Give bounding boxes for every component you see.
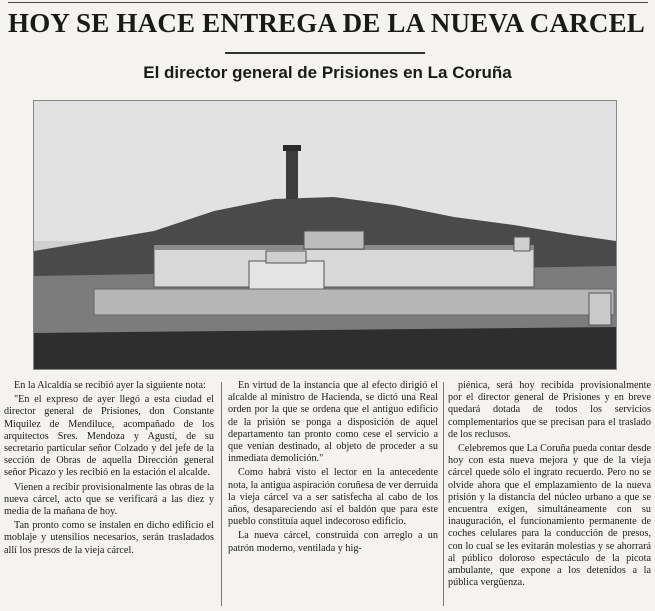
headline: HOY SE HACE ENTREGA DE LA NUEVA CARCEL: [8, 8, 645, 38]
column-paragraph: En virtud de la instancia que al efecto dirigió el alcalde al ministro de Hacienda, se dictó una Real orden por la que se ordena que el antiguo edificio de la prisión se ponga a disposición de aquel departamento tan pronto como cese el servicio a que venían destinado, al objeto de proceder a su inmediata demolición.": [228, 380, 438, 465]
column-paragraph: La nueva cárcel, construida con arreglo a un patrón moderno, ventilada y hig-: [228, 530, 438, 554]
prison-photo-illustration: [34, 101, 616, 369]
column-1: [4, 380, 214, 608]
column-paragraph: "En el expreso de ayer llegó a esta ciudad el director general de Prisiones, don Constante Miquilez de Mendiluce, acompañado de los arquitectos Sres. Mendoza y Agustí, de su secretario particular señor Colzado y del jefe de la sección de Obras de aquella Dirección general señor Picazo y les recibió en la estación el alcalde.: [4, 394, 214, 479]
column-paragraph: Como habrá visto el lector en la antecedente nota, la antigua aspiración coruñesa de ver derruida la vieja cárcel va a ser satisfecha al cabo de los años, desapareciendo así el baldón que para este pueblo constituía aquel indecoroso edificio.: [228, 467, 438, 528]
column-2: [228, 380, 438, 608]
headline-rule: [225, 52, 425, 54]
prison-photo: [33, 100, 617, 370]
column-paragraph: Tan pronto como se instalen en dicho edificio el moblaje y utensilios necesarios, serán trasladados allí los presos de la vieja cárcel.: [4, 520, 214, 556]
column-3: [448, 380, 651, 608]
column-divider: [221, 382, 222, 606]
subheadline: El director general de Prisiones en La Coruña: [143, 63, 512, 82]
column-paragraph: En la Alcaldía se recibió ayer la siguiente nota:: [14, 380, 206, 391]
top-rule: [8, 2, 648, 3]
column-paragraph: piénica, será hoy recibida provisionalmente por el director general de Prisiones y en breve quedará dotada de todos los servicios complementarios que se precisan para el traslado de los reclusos.: [448, 380, 651, 440]
column-paragraph: Vienen a recibir provisionalmente las obras de la nueva cárcel, acto que se verificará a las diez y media de la mañana de hoy.: [4, 481, 214, 518]
column-divider: [443, 382, 444, 606]
column-paragraph: Celebremos que La Coruña pueda contar desde hoy con esta nueva mejora y que de la vieja cárcel quede sólo el ingrato recuerdo. Pero no se olvide ahora que el emplazamiento de la nueva prisión y la distancia del núcleo urbano a que se encuentra exigen, simultáneamente con su inauguración, el funcionamiento permanente de coches celulares para la conducción de presos, con lo cual se les evitarán molestias y se ahorrará al público doloroso espectáculo de la picota ambulante, que expone a los detenidos a la pública vergüenza.: [448, 443, 651, 589]
